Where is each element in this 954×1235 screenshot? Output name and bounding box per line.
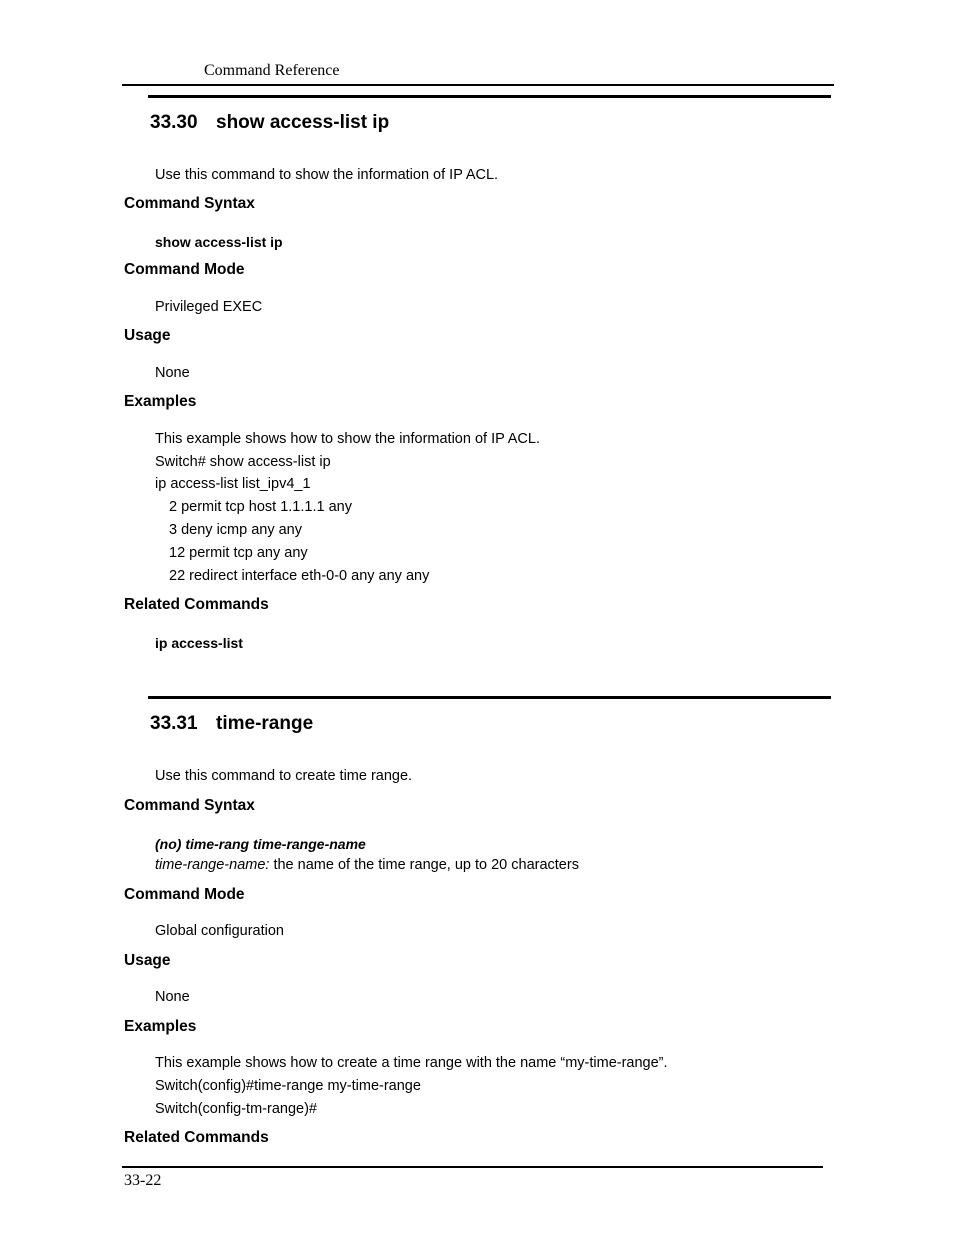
section-intro: Use this command to create time range. xyxy=(155,768,413,784)
section-intro: Use this command to show the information of IP ACL. xyxy=(155,167,499,183)
footer-rule xyxy=(122,1166,823,1168)
command-mode-heading: Command Mode xyxy=(124,261,245,278)
section-heading xyxy=(150,112,389,134)
header-rule xyxy=(122,84,834,86)
command-mode: Privileged EXEC xyxy=(155,299,263,315)
section-rule xyxy=(148,95,831,98)
command-syntax: show access-list ip xyxy=(155,234,283,250)
parameter-description xyxy=(155,857,579,873)
example-line: ip access-list list_ipv4_1 xyxy=(155,476,311,492)
example-line: 22 redirect interface eth-0-0 any any any xyxy=(169,568,430,584)
section-rule xyxy=(148,696,831,699)
parameter-name: time-range-name: xyxy=(155,857,270,873)
example-line: Switch# show access-list ip xyxy=(155,454,331,470)
examples-heading: Examples xyxy=(124,393,197,410)
related-commands-heading: Related Commands xyxy=(124,596,269,613)
example-line: 12 permit tcp any any xyxy=(169,545,308,561)
section-heading xyxy=(150,713,313,735)
running-header: Command Reference xyxy=(204,62,340,79)
usage-heading: Usage xyxy=(124,952,171,969)
section-number: 33.30 xyxy=(150,112,198,133)
command-mode-heading: Command Mode xyxy=(124,886,245,903)
parameter-text: the name of the time range, up to 20 characters xyxy=(269,857,579,873)
example-line: 2 permit tcp host 1.1.1.1 any xyxy=(169,499,352,515)
page-number: 33-22 xyxy=(124,1172,162,1189)
command-syntax: (no) time-rang time-range-name xyxy=(155,836,366,852)
example-line: Switch(config)#time-range my-time-range xyxy=(155,1078,421,1094)
command-syntax-heading: Command Syntax xyxy=(124,195,255,212)
command-mode: Global configuration xyxy=(155,923,284,939)
related-command: ip access-list xyxy=(155,635,243,651)
usage-text: None xyxy=(155,989,190,1005)
related-commands-heading: Related Commands xyxy=(124,1129,269,1146)
example-line: This example shows how to create a time range with the name “my-time-range”. xyxy=(155,1055,668,1071)
command-syntax-heading: Command Syntax xyxy=(124,797,255,814)
section-title: show access-list ip xyxy=(216,112,390,133)
usage-heading: Usage xyxy=(124,327,171,344)
usage-text: None xyxy=(155,365,190,381)
section-title: time-range xyxy=(216,713,314,734)
section-number: 33.31 xyxy=(150,713,198,734)
example-line: Switch(config-tm-range)# xyxy=(155,1101,317,1117)
examples-heading: Examples xyxy=(124,1018,197,1035)
example-line: 3 deny icmp any any xyxy=(169,522,302,538)
example-line: This example shows how to show the information of IP ACL. xyxy=(155,431,540,447)
